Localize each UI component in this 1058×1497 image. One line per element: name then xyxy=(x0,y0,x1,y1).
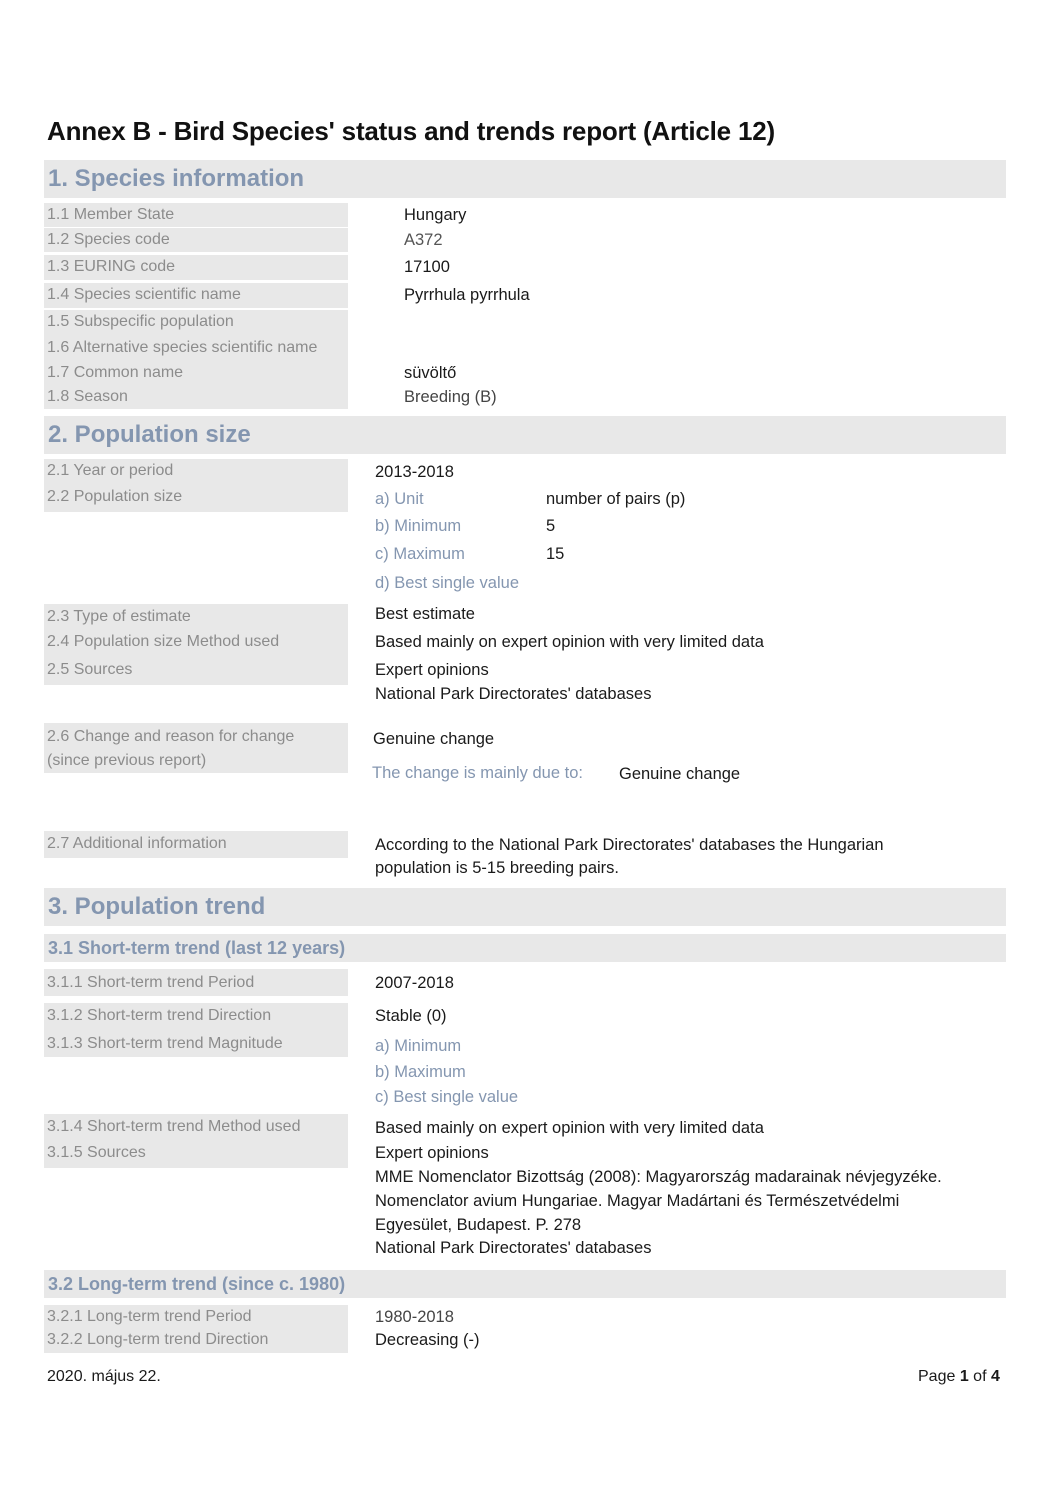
page-total: 4 xyxy=(990,1368,1000,1385)
label-short-term-magnitude: 3.1.3 Short-term trend Magnitude xyxy=(47,1035,283,1052)
label-magnitude-maximum: b) Maximum xyxy=(375,1063,466,1081)
label-scientific-name: 1.4 Species scientific name xyxy=(47,286,241,303)
value-additional-info-1: According to the National Park Directorates' databases the Hungarian xyxy=(375,836,884,854)
value-year-period: 2013-2018 xyxy=(375,463,454,481)
value-short-term-sources-2: MME Nomenclator Bizottság (2008): Magyarország madarainak névjegyzéke. xyxy=(375,1168,942,1186)
page-current: 1 xyxy=(959,1368,969,1385)
value-euring-code: 17100 xyxy=(404,258,450,276)
value-maximum: 15 xyxy=(546,545,565,563)
value-sources-2: National Park Directorates' databases xyxy=(375,685,652,703)
section-title: 2. Population size xyxy=(48,421,251,448)
label-change-reason-2: (since previous report) xyxy=(47,752,207,769)
label-common-name: 1.7 Common name xyxy=(47,364,184,381)
section-header-population-size xyxy=(44,416,1006,454)
label-member-state: 1.1 Member State xyxy=(47,206,175,223)
value-method-used: Based mainly on expert opinion with very limited data xyxy=(375,633,764,651)
value-short-term-sources-5: National Park Directorates' databases xyxy=(375,1239,652,1257)
value-additional-info-2: population is 5-15 breeding pairs. xyxy=(375,859,619,877)
label-alternative-name: 1.6 Alternative species scientific name xyxy=(47,339,318,356)
label-sources: 2.5 Sources xyxy=(47,661,133,678)
label-change-reason: 2.6 Change and reason for change xyxy=(47,728,295,745)
page-prefix: Page xyxy=(918,1368,960,1385)
value-unit: number of pairs (p) xyxy=(546,490,686,508)
page-title: Annex B - Bird Species' status and trends report (Article 12) xyxy=(47,116,775,146)
label-type-estimate: 2.3 Type of estimate xyxy=(47,608,191,625)
label-best-single-value: d) Best single value xyxy=(375,574,519,592)
label-long-term-period: 3.2.1 Long-term trend Period xyxy=(47,1308,252,1325)
label-short-term-direction: 3.1.2 Short-term trend Direction xyxy=(47,1007,272,1024)
label-change-due: The change is mainly due to: xyxy=(372,764,583,782)
section-header-species-information xyxy=(44,160,1006,198)
value-season: Breeding (B) xyxy=(404,388,497,406)
value-common-name: süvöltő xyxy=(404,364,457,382)
value-short-term-sources-4: Egyesület, Budapest. P. 278 xyxy=(375,1216,582,1234)
value-short-term-sources-1: Expert opinions xyxy=(375,1144,489,1162)
value-type-estimate: Best estimate xyxy=(375,605,475,623)
section-title: 1. Species information xyxy=(48,165,305,192)
label-year-period: 2.1 Year or period xyxy=(47,462,174,479)
label-maximum: c) Maximum xyxy=(375,545,465,563)
subsection-title: 3.2 Long-term trend (since c. 1980) xyxy=(48,1274,346,1294)
subsection-header-short-term xyxy=(44,934,1006,962)
value-short-term-method: Based mainly on expert opinion with very limited data xyxy=(375,1119,764,1137)
footer-page-number xyxy=(918,1368,1000,1386)
value-species-code: A372 xyxy=(404,231,443,249)
label-subspecific-population: 1.5 Subspecific population xyxy=(47,313,234,330)
value-short-term-direction: Stable (0) xyxy=(375,1007,447,1025)
subsection-header-long-term xyxy=(44,1270,1006,1298)
label-magnitude-minimum: a) Minimum xyxy=(375,1037,462,1055)
value-minimum: 5 xyxy=(546,517,556,535)
label-euring-code: 1.3 EURING code xyxy=(47,258,176,275)
value-member-state: Hungary xyxy=(404,206,467,224)
label-short-term-period: 3.1.1 Short-term trend Period xyxy=(47,974,255,991)
label-additional-info: 2.7 Additional information xyxy=(47,835,227,852)
value-sources-1: Expert opinions xyxy=(375,661,489,679)
label-magnitude-best: c) Best single value xyxy=(375,1088,519,1106)
label-season: 1.8 Season xyxy=(47,388,128,405)
label-short-term-method: 3.1.4 Short-term trend Method used xyxy=(47,1118,301,1135)
value-long-term-period: 1980-2018 xyxy=(375,1308,454,1326)
footer-date: 2020. május 22. xyxy=(47,1368,161,1385)
label-method-used: 2.4 Population size Method used xyxy=(47,633,280,650)
value-short-term-sources-3: Nomenclator avium Hungariae. Magyar Madártani és Természetvédelmi xyxy=(375,1192,900,1210)
value-change-due: Genuine change xyxy=(619,765,741,783)
value-change: Genuine change xyxy=(373,730,495,748)
label-unit: a) Unit xyxy=(375,490,424,508)
label-short-term-sources: 3.1.5 Sources xyxy=(47,1144,146,1161)
value-scientific-name: Pyrrhula pyrrhula xyxy=(404,286,530,304)
label-minimum: b) Minimum xyxy=(375,517,462,535)
section-header-population-trend xyxy=(44,888,1006,926)
label-species-code: 1.2 Species code xyxy=(47,231,170,248)
label-long-term-direction: 3.2.2 Long-term trend Direction xyxy=(47,1331,269,1348)
value-long-term-direction: Decreasing (-) xyxy=(375,1331,480,1349)
value-short-term-period: 2007-2018 xyxy=(375,974,454,992)
label-population-size: 2.2 Population size xyxy=(47,488,183,505)
section-title: 3. Population trend xyxy=(48,893,266,920)
page-of: of xyxy=(968,1368,991,1385)
subsection-title: 3.1 Short-term trend (last 12 years) xyxy=(48,938,346,958)
